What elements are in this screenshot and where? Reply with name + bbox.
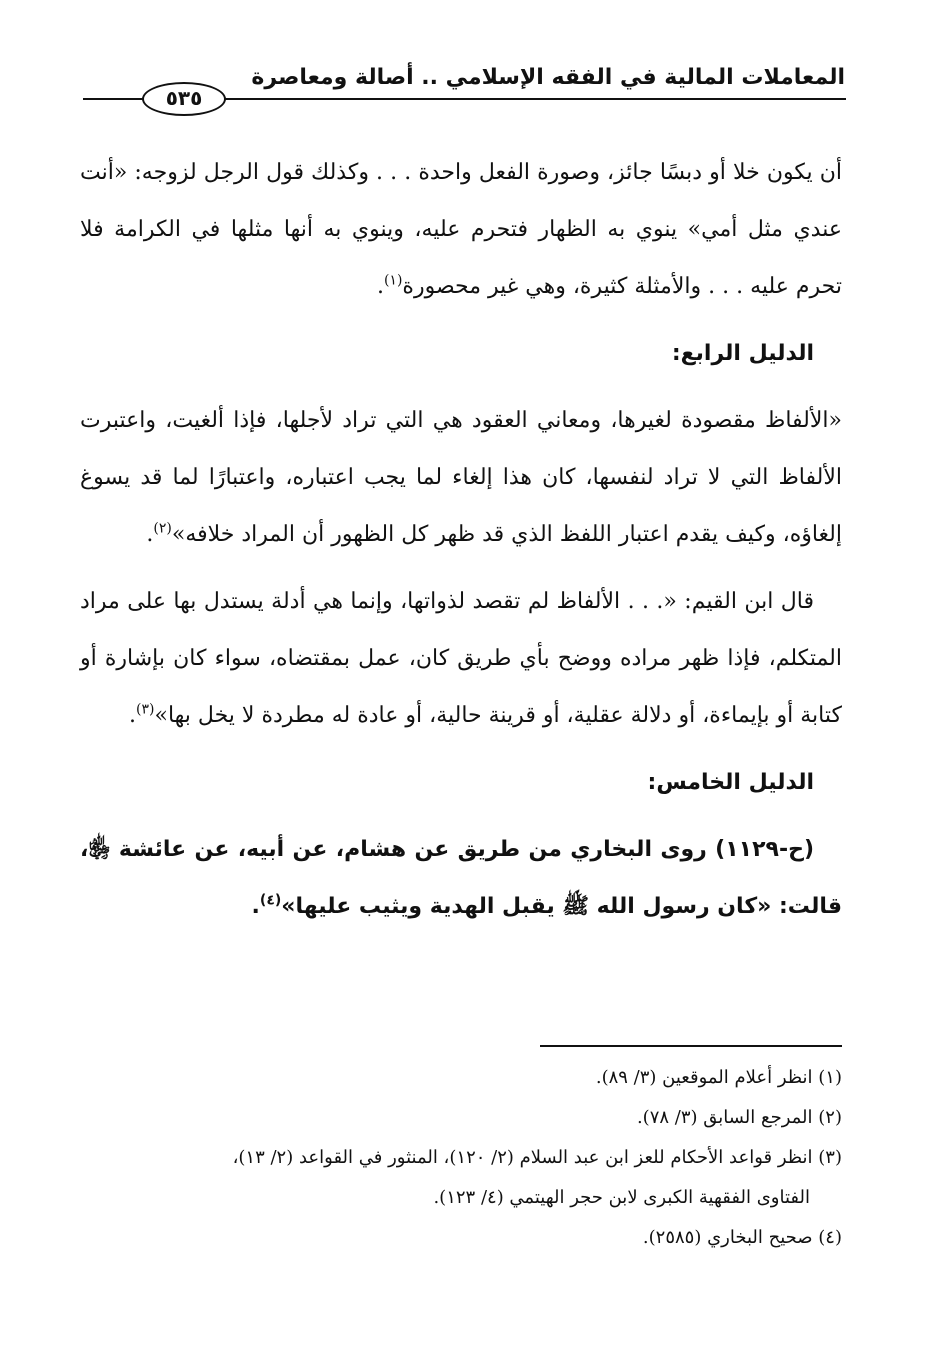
paragraph-1-line-2: لزوجه: «أنت عندي مثل أمي» ينوي به الظهار فتحرم عليه، وينوي به أنها مثلها [80,160,842,242]
section-heading-fourth-evidence: الدليل الرابع: [671,341,814,366]
footnote-1: (١) انظر أعلام الموقعين (٣/ ٨٩). [595,1067,842,1088]
footnote-3-line-1: (٣) انظر قواعد الأحكام للعز ابن عبد السلام (٢/ ١٢٠)، المنثور في القواعد (٢/ ١٣)، [232,1147,842,1168]
footnote-separator [540,1045,842,1047]
paragraph-4-tail: . [251,894,260,919]
paragraph-3-text: قال ابن القيم: «. . . الألفاظ لم تقصد لذواتها، وإنما هي أدلة يستدل بها على مراد المتكلم، فإذا ظهر مراده ووضح بأي طريق كان، عمل بمقتضاه، سواء كان بإشارة أو كتابة أو بإيماءة، أو دلالة عقلية، أو قرينة حالية، أو عادة له مطردة لا يخل بها» [80,589,842,728]
paragraph-2-tail: . [146,522,154,547]
footnote-ref-1: (١) [383,272,403,289]
paragraph-2-text: «الألفاظ مقصودة لغيرها، ومعاني العقود هي التي تراد لأجلها، فإذا ألغيت، واعتبرت الألفاظ التي لا تراد لنفسها، كان هذا إلغاء لما يجب اعتباره، واعتبارًا لما قد يسوغ إلغاؤه، وكيف يقدم اعتبار اللفظ الذي قد ظهر كل الظهور أن المراد خلافه» [80,408,842,547]
paragraph-1-line-1: أن يكون خلا أو دبسًا جائز، وصورة الفعل واحدة . . . وكذلك قول الرجل [203,160,842,185]
page-number-badge: ٥٣٥ [142,82,226,116]
paragraph-3-tail: . [129,703,137,728]
footnote-2: (٢) المرجع السابق (٣/ ٧٨). [636,1107,842,1128]
paragraph-1-tail: . [376,274,384,299]
footnotes [80,1058,842,1258]
paragraph-4-line-1: (ح-١١٢٩) روى البخاري من طريق عن هشام، عن أبيه، عن عائشة ﵂، [80,837,814,862]
footnote-4: (٤) صحيح البخاري (٢٥٨٥). [642,1227,842,1248]
footnote-ref-3: (٣) [136,701,155,718]
footnote-3-line-2: الفتاوى الفقهية الكبرى لابن حجر الهيتمي (٤/ ١٢٣). [433,1187,810,1208]
paragraph-3 [80,573,842,744]
footnote-ref-2: (٢) [153,520,172,537]
paragraph-2 [80,392,842,563]
paragraph-1 [80,144,842,315]
section-heading-fifth-evidence: الدليل الخامس: [647,770,814,795]
running-header-title: المعاملات المالية في الفقه الإسلامي .. أصالة ومعاصرة [251,65,845,90]
paragraph-4 [80,821,842,935]
main-text [80,144,842,935]
footnote-ref-4: (٤) [259,892,282,909]
paragraph-4-line-2: قالت: «كان رسول الله ﷺ يقبل الهدية ويثيب عليها» [281,894,842,919]
paragraph-1-line-3: في الكرامة فلا تحرم عليه . . . والأمثلة كثيرة، وهي غير محصورة [80,217,842,299]
